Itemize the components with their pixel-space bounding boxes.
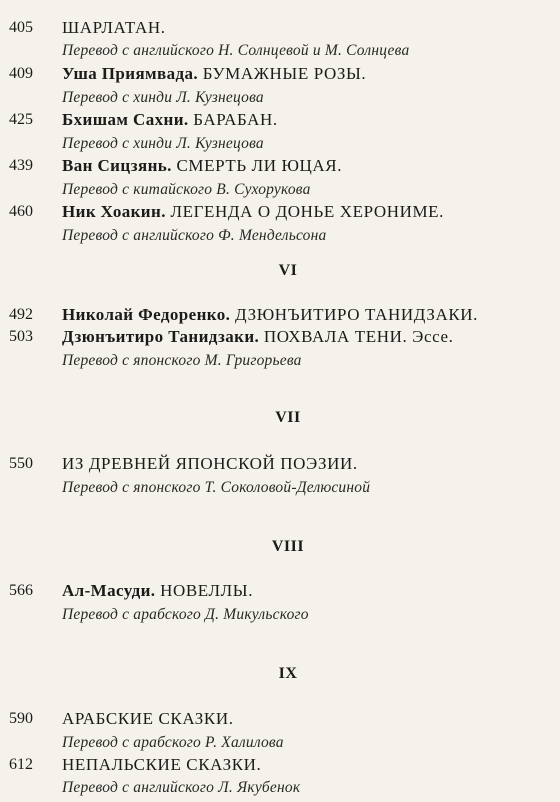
translator-credit: Перевод с английского Ф. Мендельсона (62, 227, 327, 244)
translator-credit: Перевод с арабского Д. Микульского (62, 606, 309, 623)
page-number: 405 (9, 19, 33, 36)
entry-title-line (62, 453, 358, 475)
entry-title-line (62, 201, 444, 223)
entry-title-line (62, 304, 478, 326)
section-heading: VIII (271, 538, 305, 555)
toc-entry-612 (0, 754, 560, 776)
author-name: Николай Федоренко. (62, 305, 231, 324)
translator-credit: Перевод с японского Т. Соколовой-Делюсиной (62, 479, 371, 496)
author-name: Ник Хоакин. (62, 202, 166, 221)
work-title: ПОХВАЛА ТЕНИ. Эссе. (263, 327, 454, 346)
work-title: БУМАЖНЫЕ РОЗЫ. (202, 64, 367, 83)
author-name: Уша Приямвада. (62, 64, 199, 83)
entry-title-line (62, 326, 454, 348)
toc-entry-590 (0, 708, 560, 730)
work-title: АРАБСКИЕ СКАЗКИ. (62, 709, 234, 728)
entry-title-line (62, 109, 278, 131)
section-heading: IX (278, 665, 298, 682)
work-title: ЛЕГЕНДА О ДОНЬЕ ХЕРОНИМЕ. (170, 202, 445, 221)
page-number: 492 (9, 306, 33, 323)
work-title: БАРАБАН. (193, 110, 278, 129)
section-heading: VI (278, 262, 298, 279)
toc-entry-439 (0, 155, 560, 177)
work-title: ШАРЛАТАН. (62, 18, 166, 37)
page-number: 590 (9, 710, 33, 727)
section-heading: VII (275, 409, 301, 426)
entry-title-line (62, 754, 261, 776)
work-title: НОВЕЛЛЫ. (160, 581, 254, 600)
translator-credit: Перевод с японского М. Григорьева (62, 352, 302, 369)
page-number: 409 (9, 65, 33, 82)
author-name: Ван Сицзянь. (62, 156, 172, 175)
entry-title-line (62, 155, 342, 177)
toc-entry-405 (0, 17, 560, 39)
page-number: 550 (9, 455, 33, 472)
page-number: 439 (9, 157, 33, 174)
page-number: 503 (9, 328, 33, 345)
translator-credit: Перевод с хинди Л. Кузнецова (62, 135, 264, 152)
page-number: 566 (9, 582, 33, 599)
author-name: Дзюнъитиро Танидзаки. (62, 327, 260, 346)
entry-title-line (62, 708, 234, 730)
translator-credit: Перевод с хинди Л. Кузнецова (62, 89, 264, 106)
page-number: 612 (9, 756, 33, 773)
entry-title-line (62, 17, 166, 39)
entry-title-line (62, 63, 366, 85)
toc-entry-460 (0, 201, 560, 223)
page-number: 425 (9, 111, 33, 128)
author-name: Ал-Масуди. (62, 581, 156, 600)
translator-credit: Перевод с английского Н. Солнцевой и М. Солнцева (62, 42, 410, 59)
translator-credit: Перевод с китайского В. Сухорукова (62, 181, 311, 198)
work-title: ДЗЮНЪИТИРО ТАНИДЗАКИ. (234, 305, 479, 324)
toc-entry-492 (0, 304, 560, 326)
translator-credit: Перевод с английского Л. Якубенок (62, 779, 301, 796)
author-name: Бхишам Сахни. (62, 110, 189, 129)
entry-title-line (62, 580, 253, 602)
work-title: ИЗ ДРЕВНЕЙ ЯПОНСКОЙ ПОЭЗИИ. (62, 454, 358, 473)
work-title: СМЕРТЬ ЛИ ЮЦАЯ. (176, 156, 343, 175)
toc-entry-550 (0, 453, 560, 475)
toc-entry-425 (0, 109, 560, 131)
toc-entry-409 (0, 63, 560, 85)
work-title: НЕПАЛЬСКИЕ СКАЗКИ. (62, 755, 262, 774)
toc-entry-503 (0, 326, 560, 348)
toc-entry-566 (0, 580, 560, 602)
translator-credit: Перевод с арабского Р. Халилова (62, 734, 284, 751)
page-number: 460 (9, 203, 33, 220)
